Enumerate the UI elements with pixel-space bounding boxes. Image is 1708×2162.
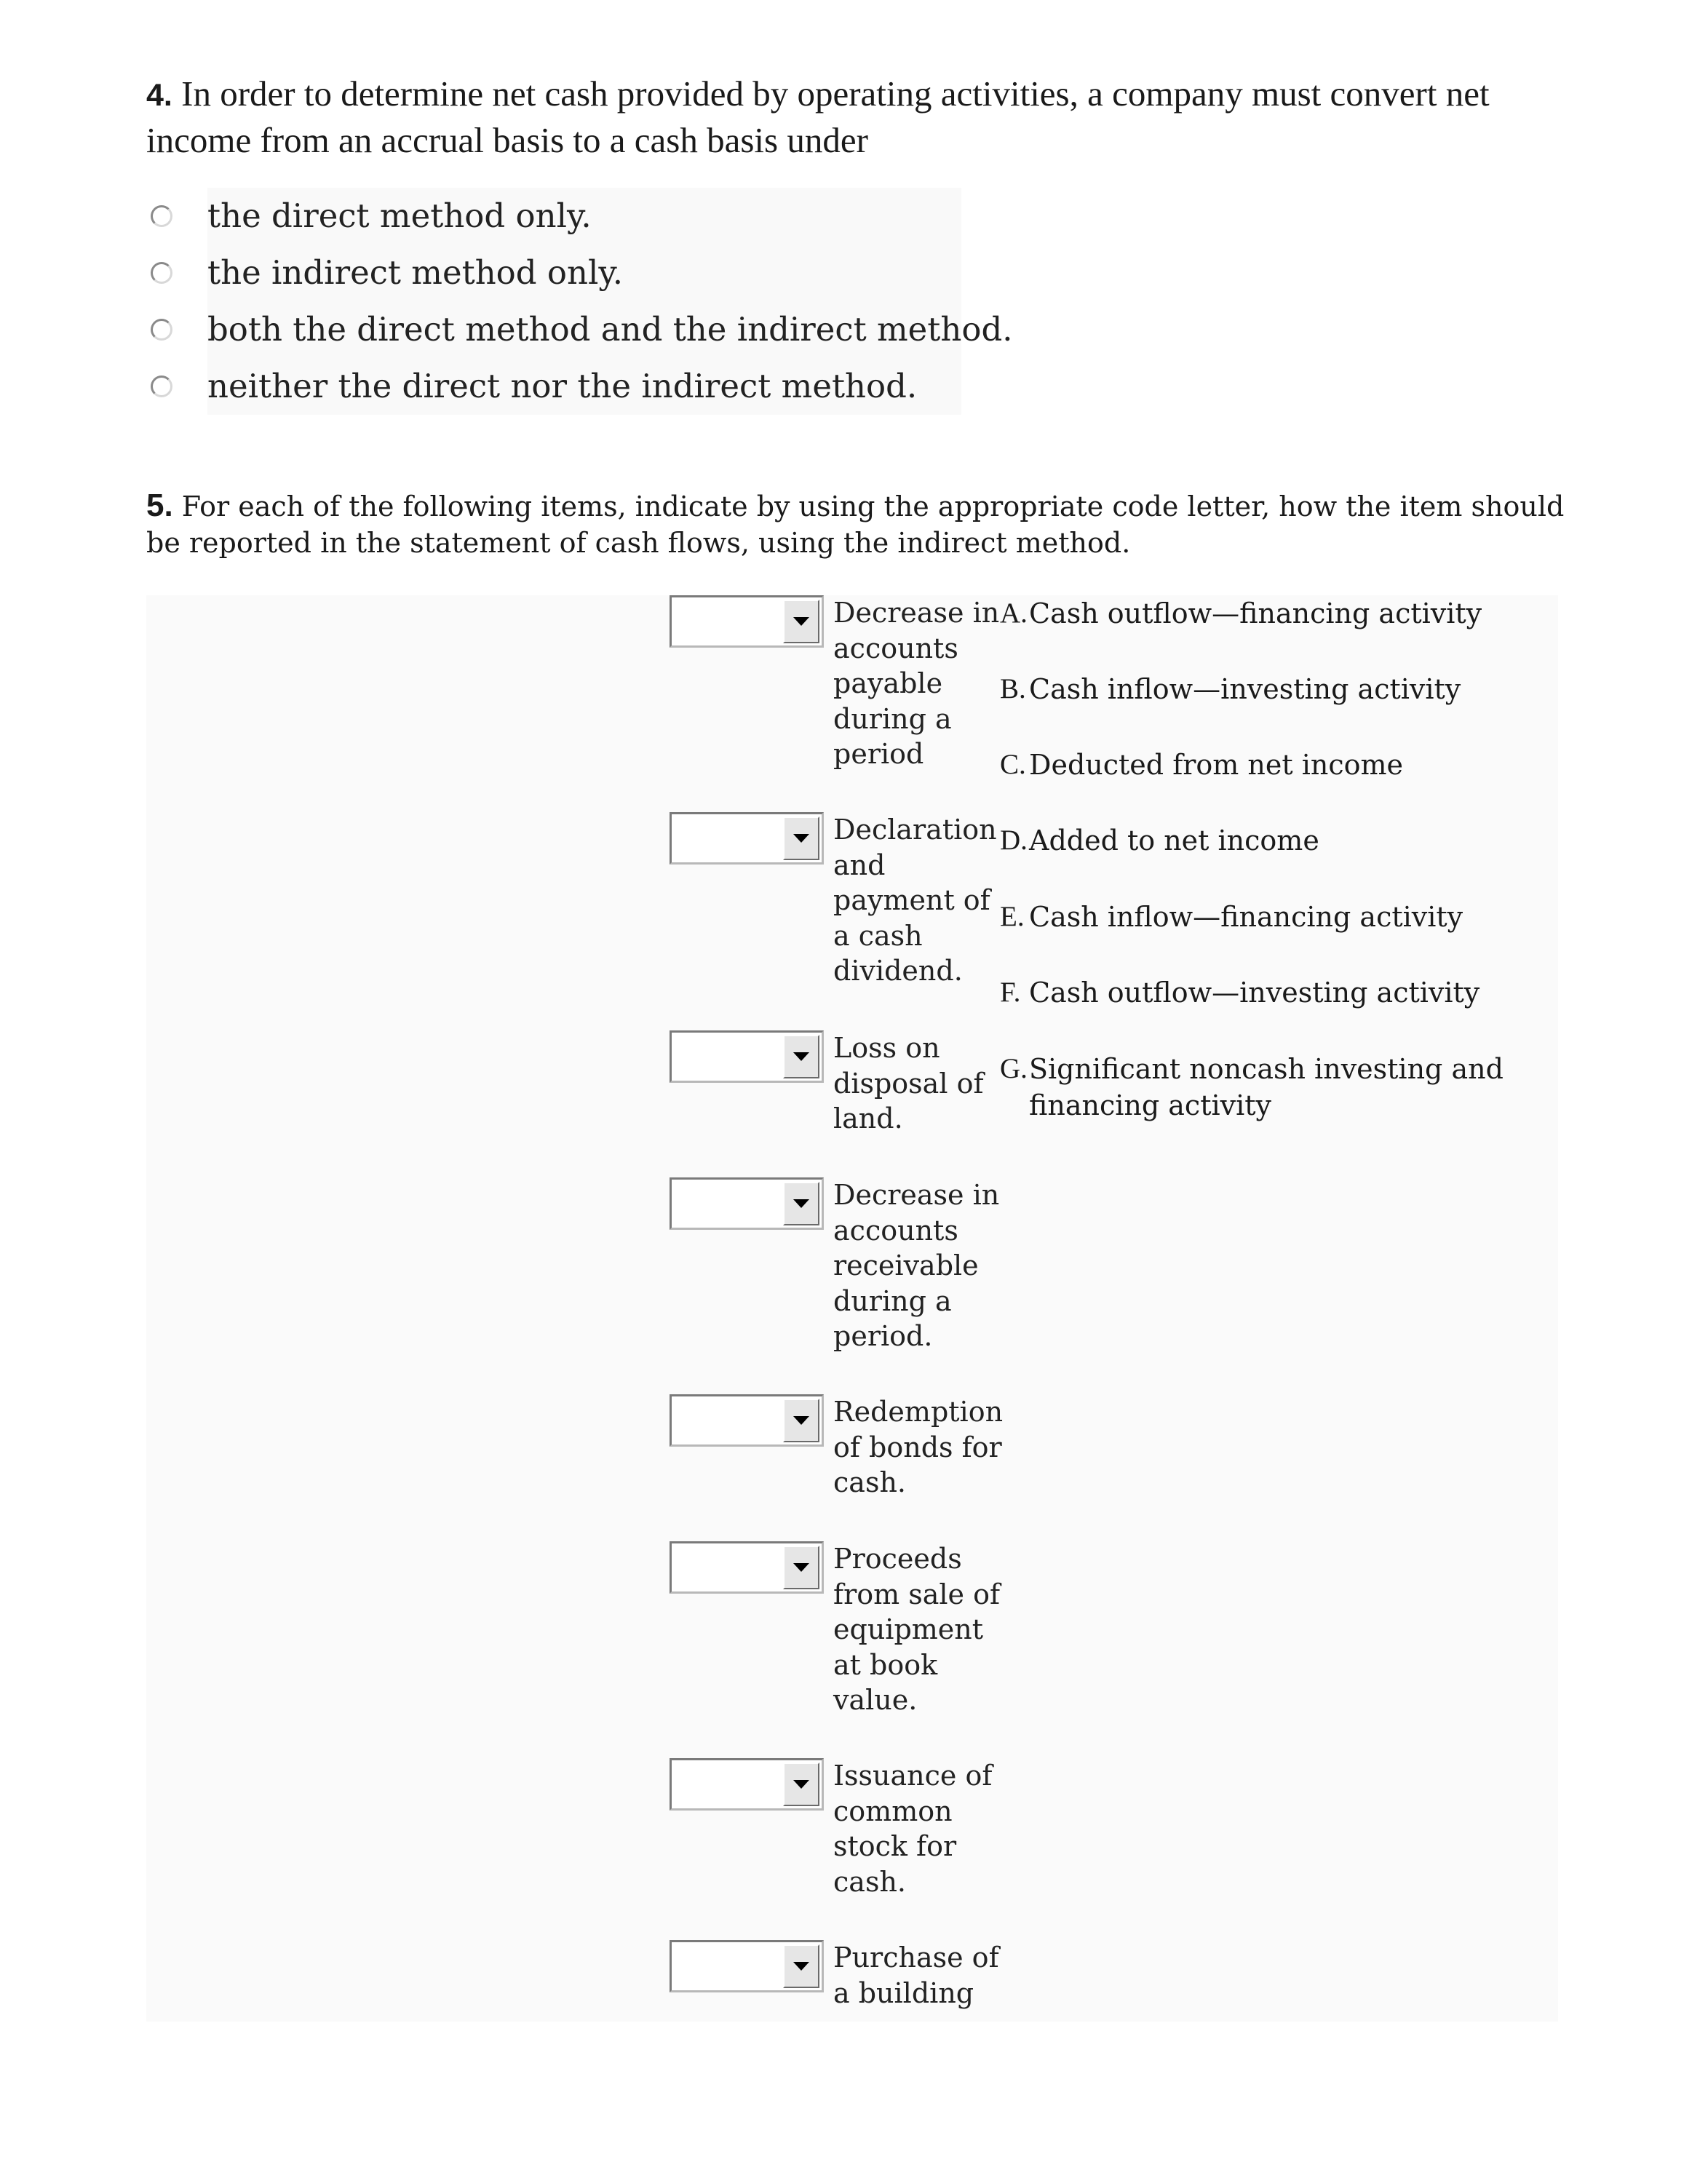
code-description: Deducted from net income [1029,749,1404,781]
code-entry-a [1000,595,1538,632]
chevron-down-icon [793,1199,809,1208]
radio-button[interactable] [151,375,172,397]
code-description: Cash inflow—investing activity [1029,673,1461,705]
code-select[interactable] [670,1541,824,1594]
question-4-options [146,188,1013,415]
question-4-number: 4. [146,78,172,113]
code-entry-g [1000,1051,1538,1124]
code-select[interactable] [670,1940,824,1992]
option-indirect-only[interactable] [146,245,969,301]
code-letter: C. [1000,749,1026,780]
question-5-text: For each of the following items, indicate by using the appropriate code letter, how the item should be reported in the statement of cash flows, using the indirect method. [146,490,1565,559]
item-text: Declaration and payment of a cash dividend. [833,814,997,987]
code-select[interactable] [670,812,824,865]
code-select[interactable] [670,1758,824,1811]
option-neither[interactable] [146,358,969,415]
code-entry-c [1000,747,1538,783]
chevron-down-icon [793,834,809,843]
code-letter: E. [1000,901,1025,932]
chevron-down-icon [793,1052,809,1061]
question-4-text: In order to determine net cash provided by operating activities, a company must convert net income from an accrual basis to a cash basis under [146,73,1490,160]
code-entry-f [1000,974,1538,1011]
chevron-down-icon [793,1563,809,1572]
option-label[interactable]: the indirect method only. [207,245,961,301]
chevron-down-icon [793,1962,809,1971]
code-letter: D. [1000,824,1028,856]
option-both[interactable] [146,301,1013,358]
code-description: Cash outflow—investing activity [1029,977,1480,1009]
question-4-prompt [146,71,1573,162]
option-label[interactable]: the direct method only. [207,188,961,245]
code-description: Cash outflow—financing activity [1029,597,1482,629]
code-letter: B. [1000,673,1026,704]
item-text: Proceeds from sale of equipment at book value. [833,1543,1001,1716]
code-select[interactable] [670,1394,824,1447]
chevron-down-icon [793,1416,809,1425]
question-5-number: 5. [146,488,173,523]
dropdown-arrow-button[interactable] [783,1546,819,1589]
code-select[interactable] [670,1030,824,1083]
item-text: Decrease in accounts payable during a period [833,597,1000,770]
matching-panel [146,595,1558,2022]
chevron-down-icon [793,1780,809,1789]
code-description: Cash inflow—financing activity [1029,901,1463,933]
item-text: Loss on disposal of land. [833,1032,984,1134]
code-letter: G. [1000,1053,1028,1084]
code-description: Significant noncash investing and financing activity [1029,1053,1504,1121]
option-label[interactable]: neither the direct nor the indirect method. [207,358,961,415]
code-select[interactable] [670,595,824,648]
code-letter: A. [1000,597,1028,629]
code-entry-b [1000,671,1538,707]
item-text: Decrease in accounts receivable during a period. [833,1179,1000,1352]
dropdown-arrow-button[interactable] [783,816,819,860]
dropdown-arrow-button[interactable] [783,1944,819,1988]
question-5-prompt [146,488,1573,561]
code-entry-e [1000,899,1538,935]
radio-button[interactable] [151,319,172,341]
code-description: Added to net income [1029,824,1319,857]
dropdown-arrow-button[interactable] [783,600,819,643]
item-text: Redemption of bonds for cash. [833,1396,1004,1498]
option-direct-only[interactable] [146,188,969,245]
code-entry-d [1000,822,1538,859]
radio-button[interactable] [151,205,172,227]
dropdown-arrow-button[interactable] [783,1182,819,1225]
dropdown-arrow-button[interactable] [783,1762,819,1806]
chevron-down-icon [793,617,809,626]
item-text: Issuance of common stock for cash. [833,1760,993,1898]
code-letter: F. [1000,977,1021,1008]
option-label[interactable]: both the direct method and the indirect method. [207,301,961,358]
dropdown-arrow-button[interactable] [783,1035,819,1078]
code-select[interactable] [670,1177,824,1230]
dropdown-arrow-button[interactable] [783,1399,819,1442]
item-text: Purchase of a building [833,1942,999,2009]
radio-button[interactable] [151,262,172,284]
